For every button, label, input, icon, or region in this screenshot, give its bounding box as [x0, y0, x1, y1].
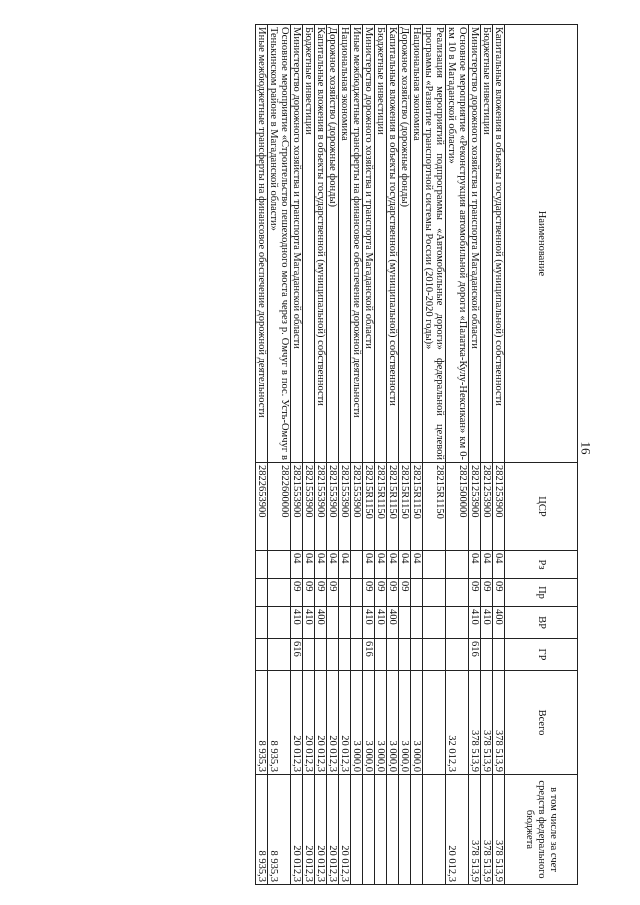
cell-federal: 20 012,3 — [446, 775, 469, 885]
cell-total: 378 513,9 — [481, 671, 493, 775]
cell-federal: 20 012,3 — [315, 775, 327, 885]
cell-vr — [411, 607, 423, 639]
cell-gr — [303, 639, 315, 671]
cell-pr — [256, 579, 268, 607]
cell-csr: 2822600000 — [268, 463, 291, 551]
cell-gr: 616 — [363, 639, 375, 671]
cell-vr — [446, 607, 469, 639]
cell-vr — [399, 607, 411, 639]
cell-total: 32 012,3 — [446, 671, 469, 775]
cell-total: 378 513,9 — [469, 671, 481, 775]
table-row — [303, 25, 315, 885]
cell-name: Основное мероприятие «Строительство пешеходного моста через р. Омчуг в пос. Усть-Омчуг в Тенькинском районе в Магаданской области» — [268, 25, 291, 463]
cell-federal — [411, 775, 423, 885]
table-body — [256, 25, 505, 885]
table-row — [339, 25, 351, 885]
cell-csr: 28215R1150 — [363, 463, 375, 551]
cell-gr — [351, 639, 363, 671]
cell-vr: 400 — [315, 607, 327, 639]
cell-name: Бюджетные инвестиции — [481, 25, 493, 463]
cell-federal — [363, 775, 375, 885]
page-number: 16 — [578, 441, 594, 455]
cell-vr — [327, 607, 339, 639]
cell-pr: 09 — [493, 579, 505, 607]
cell-csr: 2821253900 — [493, 463, 505, 551]
budget-table — [255, 24, 578, 885]
cell-pr — [446, 579, 469, 607]
cell-federal — [423, 775, 446, 885]
cell-gr — [399, 639, 411, 671]
cell-rz: 04 — [339, 551, 351, 579]
cell-gr — [375, 639, 387, 671]
cell-name: Бюджетные инвестиции — [303, 25, 315, 463]
header-name: Наименование — [505, 25, 578, 463]
table-row — [387, 25, 399, 885]
cell-pr: 09 — [481, 579, 493, 607]
cell-gr — [387, 639, 399, 671]
cell-name: Иные межбюджетные трансферты на финансовое обеспечение дорожной деятельности — [256, 25, 268, 463]
cell-rz: 04 — [291, 551, 303, 579]
cell-name: Капитальные вложения в объекты государственной (муниципальной) собственности — [387, 25, 399, 463]
cell-name: Министерство дорожного хозяйства и транспорта Магаданской области — [363, 25, 375, 463]
table-row — [351, 25, 363, 885]
table-header — [505, 25, 578, 885]
header-federal: в том числе за счет средств федерального бюджета — [505, 775, 578, 885]
cell-total — [423, 671, 446, 775]
cell-vr: 400 — [493, 607, 505, 639]
cell-pr: 09 — [375, 579, 387, 607]
cell-vr: 400 — [387, 607, 399, 639]
cell-federal — [375, 775, 387, 885]
cell-name: Министерство дорожного хозяйства и транспорта Магаданской области — [291, 25, 303, 463]
cell-gr: 616 — [291, 639, 303, 671]
cell-total: 20 012,3 — [315, 671, 327, 775]
table-row — [481, 25, 493, 885]
cell-name: Капитальные вложения в объекты государственной (муниципальной) собственности — [315, 25, 327, 463]
cell-gr — [493, 639, 505, 671]
cell-rz: 04 — [399, 551, 411, 579]
cell-pr — [351, 579, 363, 607]
cell-rz: 04 — [315, 551, 327, 579]
cell-name: Реализация мероприятий подпрограммы «Автомобильные дороги» федеральной целевой программы «Развитие транспортной системы России (2010-2020 годы)» — [423, 25, 446, 463]
cell-gr: 616 — [469, 639, 481, 671]
cell-csr: 2821253900 — [469, 463, 481, 551]
cell-gr — [411, 639, 423, 671]
cell-name: Министерство дорожного хозяйства и транспорта Магаданской области — [469, 25, 481, 463]
cell-csr: 28215R1150 — [411, 463, 423, 551]
cell-rz: 04 — [363, 551, 375, 579]
cell-federal — [351, 775, 363, 885]
cell-pr — [339, 579, 351, 607]
cell-rz: 04 — [411, 551, 423, 579]
cell-rz: 04 — [303, 551, 315, 579]
cell-name: Дорожное хозяйство (дорожные фонды) — [327, 25, 339, 463]
cell-rz — [256, 551, 268, 579]
cell-pr: 09 — [363, 579, 375, 607]
cell-rz — [446, 551, 469, 579]
cell-gr — [256, 639, 268, 671]
cell-gr — [481, 639, 493, 671]
cell-total: 8 935,3 — [268, 671, 291, 775]
cell-rz: 04 — [481, 551, 493, 579]
cell-total: 20 012,3 — [339, 671, 351, 775]
cell-rz — [268, 551, 291, 579]
cell-csr: 28215R1150 — [375, 463, 387, 551]
cell-pr — [268, 579, 291, 607]
cell-rz: 04 — [493, 551, 505, 579]
table-row — [375, 25, 387, 885]
cell-federal — [387, 775, 399, 885]
cell-csr: 28215R1150 — [399, 463, 411, 551]
cell-pr: 09 — [399, 579, 411, 607]
table-row — [423, 25, 446, 885]
header-gr: ГР — [505, 639, 578, 671]
cell-name: Капитальные вложения в объекты государственной (муниципальной) собственности — [493, 25, 505, 463]
cell-vr: 410 — [481, 607, 493, 639]
table-row — [446, 25, 469, 885]
cell-total: 20 012,3 — [291, 671, 303, 775]
cell-name: Иные межбюджетные трансферты на финансовое обеспечение дорожной деятельности — [351, 25, 363, 463]
cell-csr: 2821500000 — [446, 463, 469, 551]
cell-federal: 378 513,9 — [481, 775, 493, 885]
cell-total: 3 000,0 — [411, 671, 423, 775]
header-pr: Пр — [505, 579, 578, 607]
table-row — [327, 25, 339, 885]
cell-pr: 09 — [387, 579, 399, 607]
cell-vr: 410 — [469, 607, 481, 639]
cell-vr: 410 — [363, 607, 375, 639]
cell-total: 3 000,0 — [363, 671, 375, 775]
cell-name: Бюджетные инвестиции — [375, 25, 387, 463]
cell-total: 3 000,0 — [399, 671, 411, 775]
cell-federal: 20 012,3 — [327, 775, 339, 885]
cell-rz — [351, 551, 363, 579]
cell-gr — [268, 639, 291, 671]
cell-vr — [339, 607, 351, 639]
cell-name: Национальная экономика — [339, 25, 351, 463]
cell-federal: 20 012,3 — [303, 775, 315, 885]
cell-pr — [411, 579, 423, 607]
cell-csr: 2821553900 — [291, 463, 303, 551]
cell-pr: 09 — [327, 579, 339, 607]
cell-csr: 28215R1150 — [423, 463, 446, 551]
cell-gr — [339, 639, 351, 671]
cell-rz: 04 — [469, 551, 481, 579]
header-rz: Рз — [505, 551, 578, 579]
cell-vr — [351, 607, 363, 639]
cell-rz: 04 — [387, 551, 399, 579]
cell-vr — [256, 607, 268, 639]
header-total: Всего — [505, 671, 578, 775]
cell-federal: 8 935,3 — [268, 775, 291, 885]
cell-pr: 09 — [291, 579, 303, 607]
table-row — [399, 25, 411, 885]
cell-pr: 09 — [315, 579, 327, 607]
cell-csr: 2821553900 — [351, 463, 363, 551]
table-row — [315, 25, 327, 885]
cell-name: Дорожное хозяйство (дорожные фонды) — [399, 25, 411, 463]
table-row — [469, 25, 481, 885]
cell-federal: 378 513,9 — [469, 775, 481, 885]
cell-total: 3 000,0 — [351, 671, 363, 775]
cell-total: 20 012,3 — [327, 671, 339, 775]
cell-vr: 410 — [291, 607, 303, 639]
cell-csr: 2822653900 — [256, 463, 268, 551]
table-row — [363, 25, 375, 885]
cell-federal: 378 513,9 — [493, 775, 505, 885]
cell-vr — [268, 607, 291, 639]
cell-vr — [423, 607, 446, 639]
cell-rz: 04 — [375, 551, 387, 579]
cell-csr: 2821553900 — [327, 463, 339, 551]
cell-vr: 410 — [303, 607, 315, 639]
cell-gr — [446, 639, 469, 671]
table-row — [493, 25, 505, 885]
cell-pr: 09 — [303, 579, 315, 607]
cell-name: Основное мероприятие «Реконструкция автомобильной дороги «Палатка-Кулу-Нексикан» км 0-км 10 в Магаданской области» — [446, 25, 469, 463]
cell-gr — [423, 639, 446, 671]
cell-csr: 2821553900 — [339, 463, 351, 551]
cell-total: 3 000,0 — [375, 671, 387, 775]
cell-rz — [423, 551, 446, 579]
table-row — [256, 25, 268, 885]
cell-csr: 2821553900 — [315, 463, 327, 551]
cell-csr: 2821253900 — [481, 463, 493, 551]
header-vr: ВР — [505, 607, 578, 639]
cell-rz: 04 — [327, 551, 339, 579]
rotated-page-content — [28, 24, 578, 884]
cell-total: 20 012,3 — [303, 671, 315, 775]
cell-csr: 28215R1150 — [387, 463, 399, 551]
cell-gr — [327, 639, 339, 671]
cell-federal: 8 935,3 — [256, 775, 268, 885]
cell-total: 3 000,0 — [387, 671, 399, 775]
table-row — [411, 25, 423, 885]
cell-total: 378 513,9 — [493, 671, 505, 775]
cell-vr: 410 — [375, 607, 387, 639]
cell-federal — [399, 775, 411, 885]
cell-csr: 2821553900 — [303, 463, 315, 551]
cell-gr — [315, 639, 327, 671]
cell-federal: 20 012,3 — [339, 775, 351, 885]
table-row — [268, 25, 291, 885]
cell-federal: 20 012,3 — [291, 775, 303, 885]
header-csr: ЦСР — [505, 463, 578, 551]
cell-pr — [423, 579, 446, 607]
cell-total: 8 935,3 — [256, 671, 268, 775]
table-row — [291, 25, 303, 885]
cell-pr: 09 — [469, 579, 481, 607]
cell-name: Национальная экономика — [411, 25, 423, 463]
